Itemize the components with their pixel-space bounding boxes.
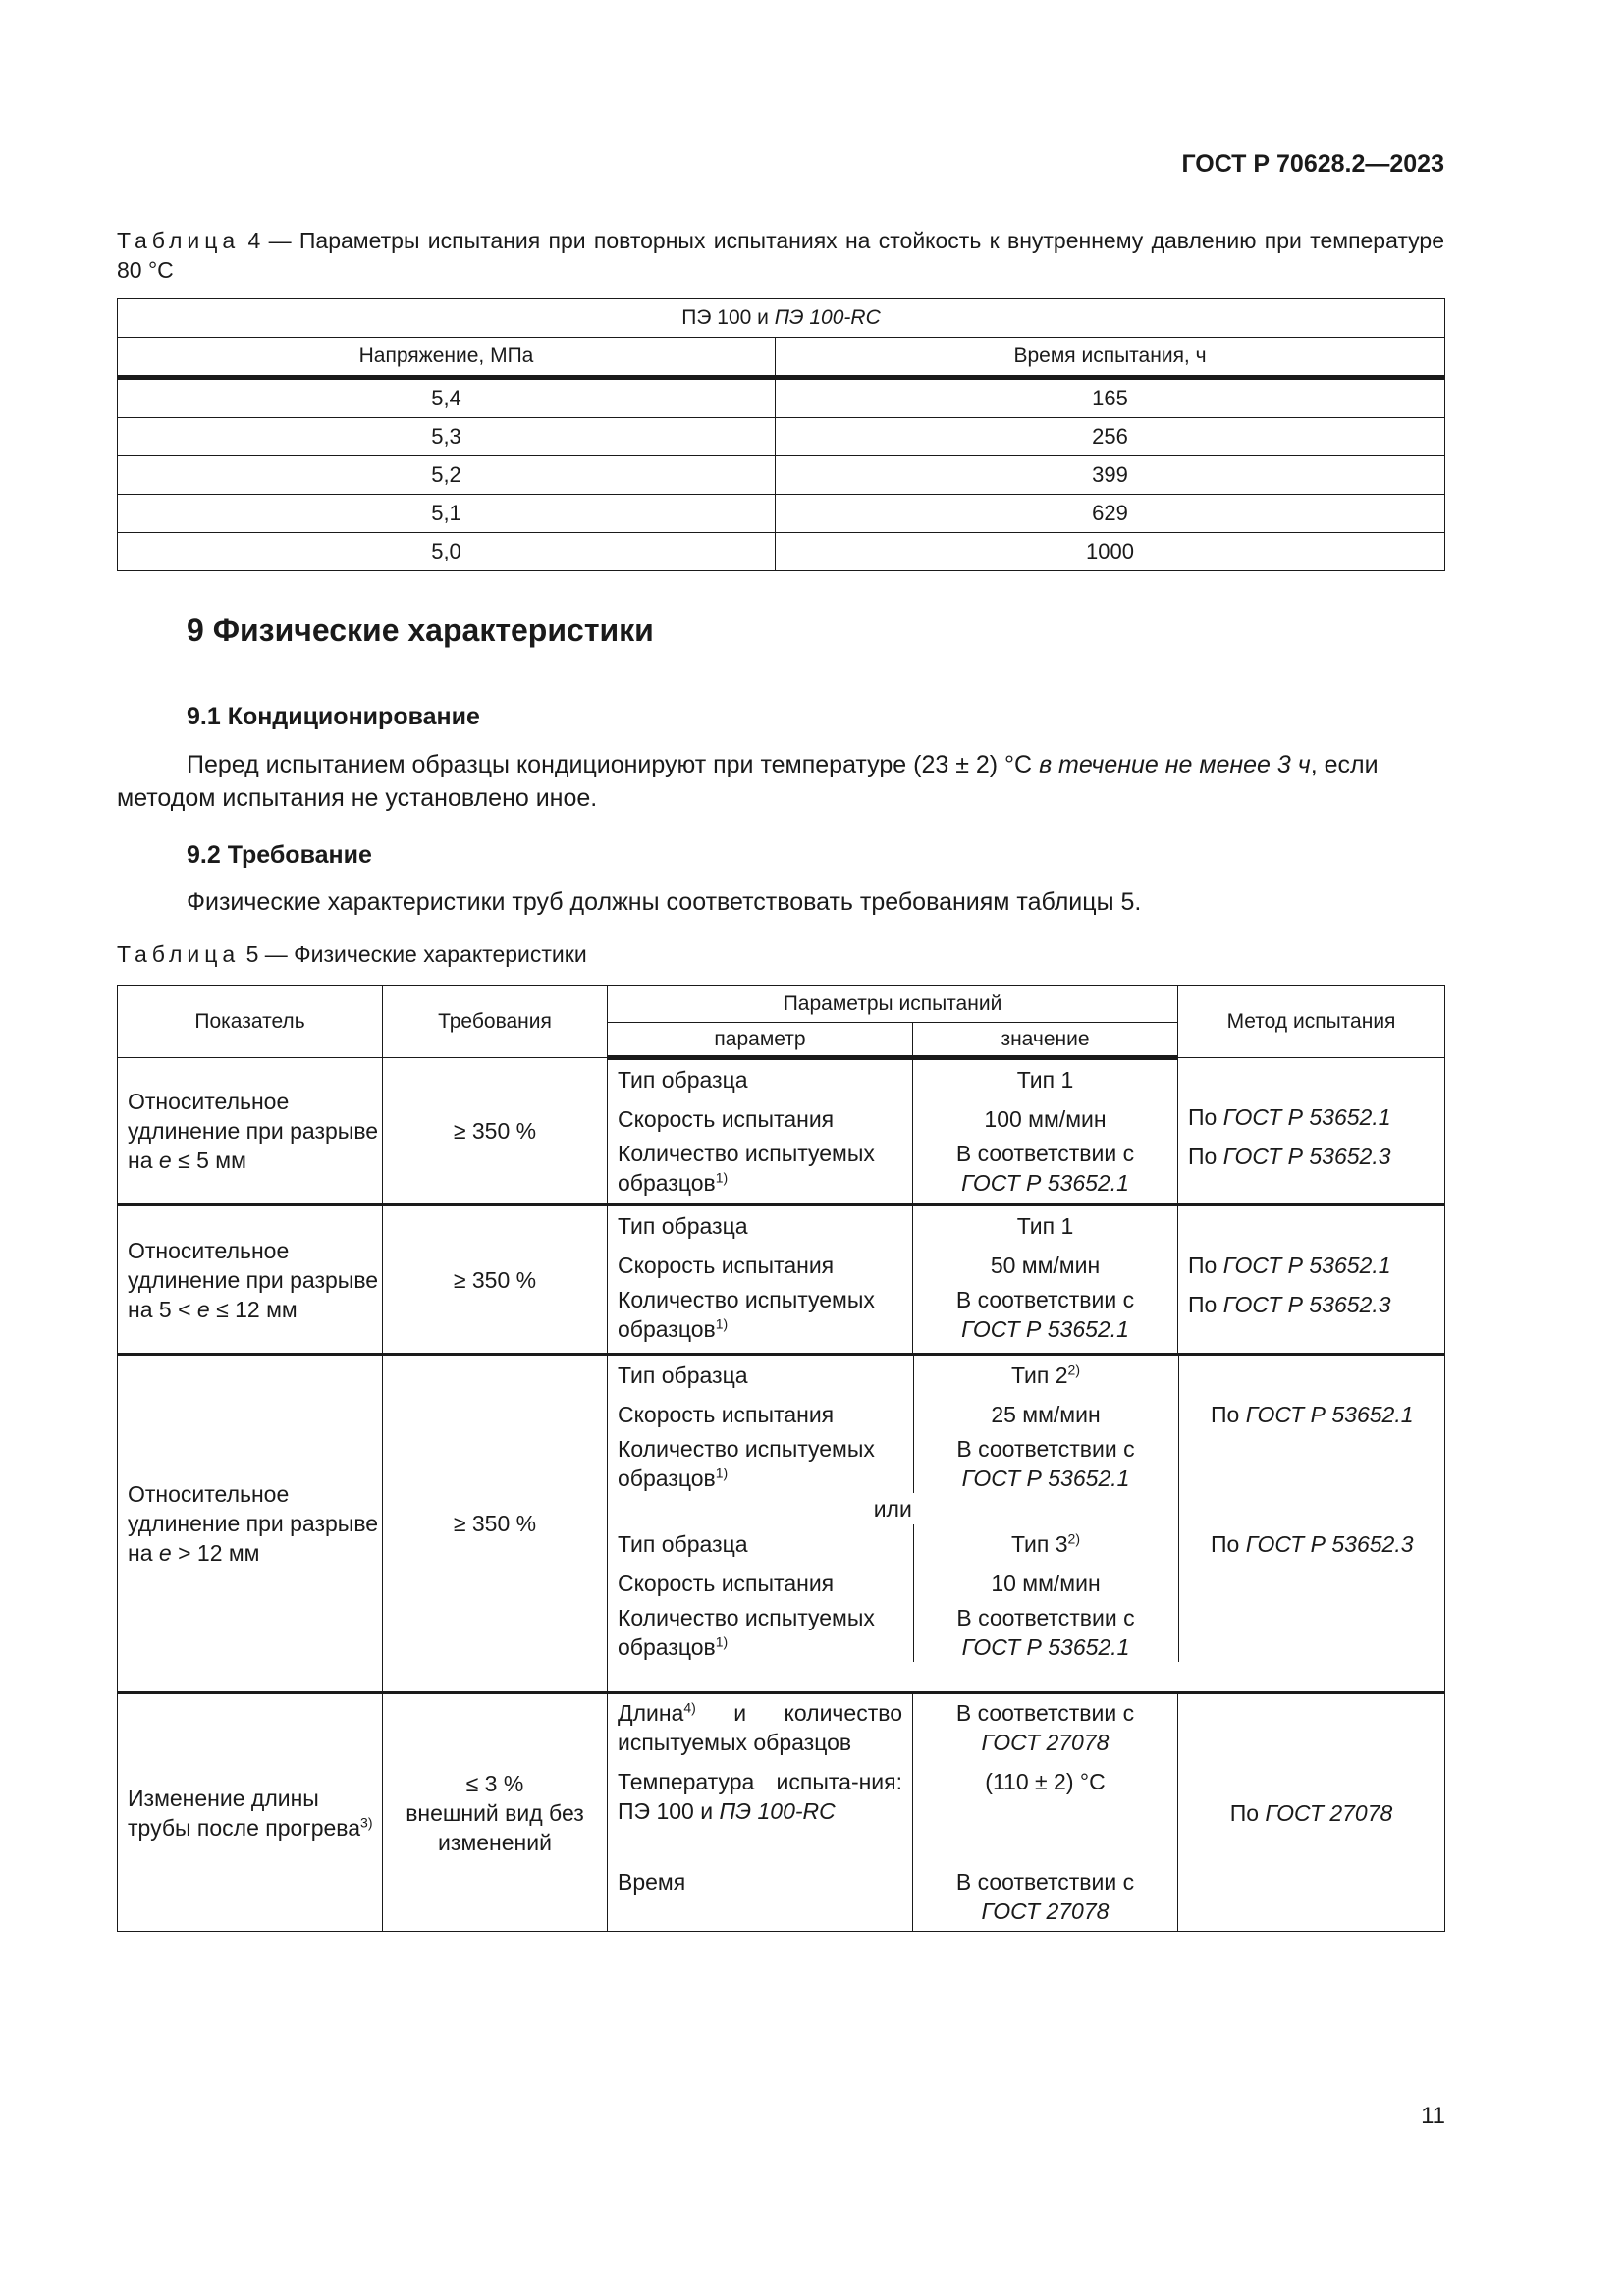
table5-h-requirement: Требования (383, 986, 608, 1058)
r3-v-type3-text: Тип 3 (1011, 1531, 1068, 1557)
r3-m1-line (1179, 1395, 1446, 1434)
table5-caption-text: 5 — Физические характеристики (245, 941, 587, 967)
r3-p-count-a (608, 1434, 913, 1493)
r3-p-count-b-line (618, 1603, 913, 1662)
table-row (118, 456, 1445, 495)
table4-caption-label: Таблица (117, 228, 241, 253)
r1-m2-std: ГОСТ Р 53652.3 (1222, 1144, 1391, 1169)
r3-or-right (1178, 1493, 1445, 1524)
r3-v-type-b (913, 1524, 1178, 1564)
r3-v-type2 (914, 1356, 1178, 1395)
r3-p-type-a (608, 1356, 913, 1395)
footnote-mark: 2) (1067, 1362, 1080, 1378)
r2-v-speed: 50 мм/мин (990, 1253, 1101, 1278)
r3-v-type2-text: Тип 2 (1011, 1362, 1068, 1388)
section-9-title: 9 Физические характеристики (187, 613, 654, 648)
r1-ind-c: ≤ 5 мм (171, 1148, 246, 1173)
r1-v-speed: 100 мм/мин (984, 1106, 1107, 1132)
r1-ind-b: e (158, 1148, 172, 1173)
r4-v2: (110 ± 2) °С (985, 1769, 1106, 1794)
r3-p-type-a-text: Тип образца (618, 1362, 748, 1388)
r2-ind-b: e (196, 1296, 210, 1322)
r3-p-count-b-text: Количество испытуемых образцов (618, 1605, 875, 1660)
section-9-1-title: 9.1 Кондиционирование (187, 703, 480, 730)
table-row (118, 1355, 1445, 1693)
table4-cell: 165 (776, 378, 1445, 418)
r4-m-po: По (1229, 1799, 1266, 1826)
r2-m2-std: ГОСТ Р 53652.3 (1222, 1292, 1391, 1317)
r1-params (608, 1058, 913, 1205)
r2-m1 (1188, 1246, 1444, 1285)
r3-m2-line (1179, 1524, 1446, 1564)
r2-p-type: Тип образца (618, 1213, 748, 1239)
section-9-2-paragraph (117, 885, 1444, 919)
r2-m1-std: ГОСТ Р 53652.1 (1222, 1253, 1391, 1278)
r1-m2-po: По (1188, 1144, 1223, 1169)
r3-p-speed-b (608, 1564, 913, 1603)
r3-v-type-a (913, 1356, 1178, 1395)
r1-p-count-text: Количество испытуемых образцов (618, 1141, 875, 1196)
r3-m1-std: ГОСТ Р 53652.1 (1245, 1402, 1414, 1427)
r2-p-speed: Скорость испытания (618, 1253, 835, 1278)
r3-m2-std: ГОСТ Р 53652.3 (1245, 1531, 1414, 1557)
table4-cell: 256 (776, 418, 1445, 456)
r1-method (1178, 1058, 1445, 1205)
footnote-mark: 1) (715, 1315, 729, 1332)
r3-p-speed-a-text: Скорость испытания (618, 1402, 835, 1427)
r4-v1 (913, 1694, 1177, 1767)
r1-values (913, 1058, 1178, 1205)
r2-ind-a: Относительное удлинение при разрыве на 5 < (128, 1237, 379, 1322)
r1-m1-std: ГОСТ Р 53652.1 (1222, 1104, 1391, 1130)
r3-p-count-a-line (618, 1434, 913, 1493)
table4-group-b: ПЭ 100-RC (774, 306, 881, 329)
r3-or (608, 1493, 1178, 1524)
r3-ind-c: > 12 мм (171, 1540, 260, 1566)
s91-text-c: , если методом испытания не установлено иное. (117, 751, 1379, 812)
r3-v-std-b: ГОСТ Р 53652.1 (961, 1634, 1130, 1660)
table-row (118, 1205, 1445, 1355)
r4-ind-text: Изменение длины трубы после прогрева (128, 1785, 361, 1841)
r3-v-speed-a (913, 1395, 1178, 1434)
r3-params-block (608, 1355, 1445, 1693)
r2-v-std: ГОСТ Р 53652.1 (961, 1316, 1129, 1342)
r4-v3 (913, 1867, 1177, 1926)
table4-cell: 399 (776, 456, 1445, 495)
r3-v-type3 (914, 1524, 1178, 1564)
r2-method (1178, 1205, 1445, 1355)
table-row (118, 1058, 1445, 1205)
r1-v-std: ГОСТ Р 53652.1 (961, 1170, 1129, 1196)
table-row (118, 378, 1445, 418)
table5-h-params: Параметры испытаний (608, 986, 1178, 1023)
table4 (117, 298, 1445, 571)
table5-caption (117, 939, 1444, 969)
r3-v-10: 10 мм/мин (991, 1571, 1101, 1596)
r4-p1 (618, 1694, 902, 1767)
page-number: 11 (1421, 2103, 1445, 2129)
r4-m-std: ГОСТ 27078 (1265, 1799, 1393, 1826)
section-9-2-title: 9.2 Требование (187, 841, 372, 869)
r4-v3-acc: В соответствии с (955, 1869, 1135, 1895)
r2-values (913, 1205, 1178, 1355)
table4-cell: 5,1 (118, 495, 776, 533)
r2-m1-po: По (1188, 1253, 1223, 1278)
r4-v1-std: ГОСТ 27078 (981, 1730, 1110, 1755)
r4-v3-std: ГОСТ 27078 (981, 1898, 1110, 1924)
r2-ind-c: ≤ 12 мм (209, 1296, 298, 1322)
r3-or-text: или (873, 1496, 912, 1522)
r1-indicator (118, 1058, 383, 1205)
r3-p-type-b-text: Тип образца (618, 1531, 748, 1557)
r1-p-type: Тип образца (618, 1067, 748, 1093)
r4-p1-a: Длина (618, 1700, 684, 1726)
r4-p3: Время (618, 1869, 686, 1895)
footnote-mark: 1) (715, 1169, 729, 1186)
table-row (118, 533, 1445, 571)
table5-h-indicator: Показатель (118, 986, 383, 1058)
r4-p2 (618, 1767, 902, 1867)
table4-cell: 5,2 (118, 456, 776, 495)
r2-p-count-text: Количество испытуемых образцов (618, 1287, 875, 1342)
footnote-mark: 3) (360, 1813, 373, 1830)
footnote-mark: 2) (1067, 1530, 1080, 1547)
r1-p-count (618, 1139, 912, 1198)
r2-v-acc: В соответствии с (955, 1287, 1135, 1312)
r3-ind-a: Относительное удлинение при разрыве на (128, 1481, 379, 1566)
r4-params (608, 1693, 913, 1932)
section-9-1-paragraph (117, 748, 1444, 815)
r3-v-count-b-line (914, 1603, 1178, 1662)
r4-values (913, 1693, 1178, 1932)
r2-p-count (618, 1285, 912, 1344)
r2-m2 (1188, 1285, 1444, 1324)
r3-p-count-a-text: Количество испытуемых образцов (618, 1436, 875, 1491)
r4-p2-a: Температура испыта-ния: ПЭ 100 и (618, 1769, 902, 1824)
r1-v-count (913, 1139, 1177, 1198)
r1-ind-a: Относительное удлинение при разрыве на (128, 1089, 379, 1173)
r3-v-speed-b (913, 1564, 1178, 1603)
table5 (117, 985, 1445, 1932)
r4-req-a: ≤ 3 % (465, 1770, 524, 1796)
r2-v-type: Тип 1 (1016, 1213, 1074, 1239)
s92-text: Физические характеристики труб должны соответствовать требованиям таблицы 5. (187, 888, 1142, 916)
r3-inner-table (608, 1356, 1445, 1662)
r4-indicator (118, 1693, 383, 1932)
r3-v-acc-a: В соответствии с (956, 1436, 1135, 1462)
table4-group-header (118, 299, 1445, 338)
r3-m1-po: По (1210, 1402, 1246, 1427)
r3-v-25: 25 мм/мин (991, 1402, 1101, 1427)
r3-p-type-b (608, 1524, 913, 1564)
r4-p2-b: ПЭ 100-RC (719, 1798, 836, 1824)
table-row (118, 495, 1445, 533)
r3-m1 (1178, 1356, 1445, 1493)
r4-req-b: внешний вид без изменений (406, 1799, 584, 1855)
r3-indicator (118, 1355, 383, 1693)
r4-requirement (383, 1693, 608, 1932)
table4-group-a: ПЭ 100 и (681, 306, 775, 329)
r4-p1-b: и количество испытуемых образцов (618, 1700, 902, 1755)
r2-params (608, 1205, 913, 1355)
r1-v-acc: В соответствии с (955, 1141, 1135, 1166)
footnote-mark: 4) (683, 1699, 696, 1716)
table5-h-param: параметр (608, 1023, 913, 1058)
table4-col-time: Время испытания, ч (776, 338, 1445, 378)
r3-requirement: ≥ 350 % (383, 1355, 608, 1693)
r3-ind-b: e (158, 1540, 172, 1566)
table4-cell: 1000 (776, 533, 1445, 571)
table5-caption-label: Таблица (117, 941, 241, 967)
footnote-mark: 1) (715, 1465, 729, 1481)
r1-requirement: ≥ 350 % (383, 1058, 608, 1205)
r3-p-count-b (608, 1603, 913, 1662)
table4-cell: 5,4 (118, 378, 776, 418)
table4-cell: 5,0 (118, 533, 776, 571)
r2-requirement: ≥ 350 % (383, 1205, 608, 1355)
s91-text-b: в течение не менее 3 ч (1039, 751, 1311, 778)
r3-v-std-a: ГОСТ Р 53652.1 (961, 1466, 1130, 1491)
table4-cell: 5,3 (118, 418, 776, 456)
r3-v-count-b (913, 1603, 1178, 1662)
r2-m2-po: По (1188, 1292, 1223, 1317)
r3-v-count-a (913, 1434, 1178, 1493)
r2-indicator (118, 1205, 383, 1355)
r3-p-speed-b-text: Скорость испытания (618, 1571, 835, 1596)
r1-m1 (1188, 1097, 1444, 1137)
table4-cell: 629 (776, 495, 1445, 533)
r4-v1-acc: В соответствии с (955, 1700, 1135, 1726)
r3-p-speed-a (608, 1395, 913, 1434)
r3-v-acc-b: В соответствии с (956, 1605, 1135, 1630)
table-row (118, 1693, 1445, 1932)
table4-caption-text: 4 — Параметры испытания при повторных испытаниях на стойкость к внутреннему давлению при температуре 80 °С (117, 228, 1445, 283)
r3-m2 (1178, 1524, 1445, 1662)
table5-h-method: Метод испытания (1178, 986, 1445, 1058)
table4-caption (117, 226, 1444, 285)
r1-p-speed: Скорость испытания (618, 1106, 835, 1132)
table-row (118, 418, 1445, 456)
r3-v-count-a-line (914, 1434, 1178, 1493)
s91-text-a: Перед испытанием образцы кондиционируют при температуре (23 ± 2) °С (187, 751, 1040, 778)
r3-m2-po: По (1210, 1531, 1246, 1557)
table4-col-stress: Напряжение, МПа (118, 338, 776, 378)
r4-method (1178, 1693, 1445, 1932)
table5-h-value: значение (913, 1023, 1178, 1058)
document-header: ГОСТ Р 70628.2—2023 (1181, 150, 1444, 178)
footnote-mark: 1) (715, 1633, 729, 1650)
r1-m2 (1188, 1137, 1444, 1176)
r1-m1-po: По (1188, 1104, 1223, 1130)
r1-v-type: Тип 1 (1016, 1067, 1074, 1093)
r2-v-count (913, 1285, 1177, 1344)
